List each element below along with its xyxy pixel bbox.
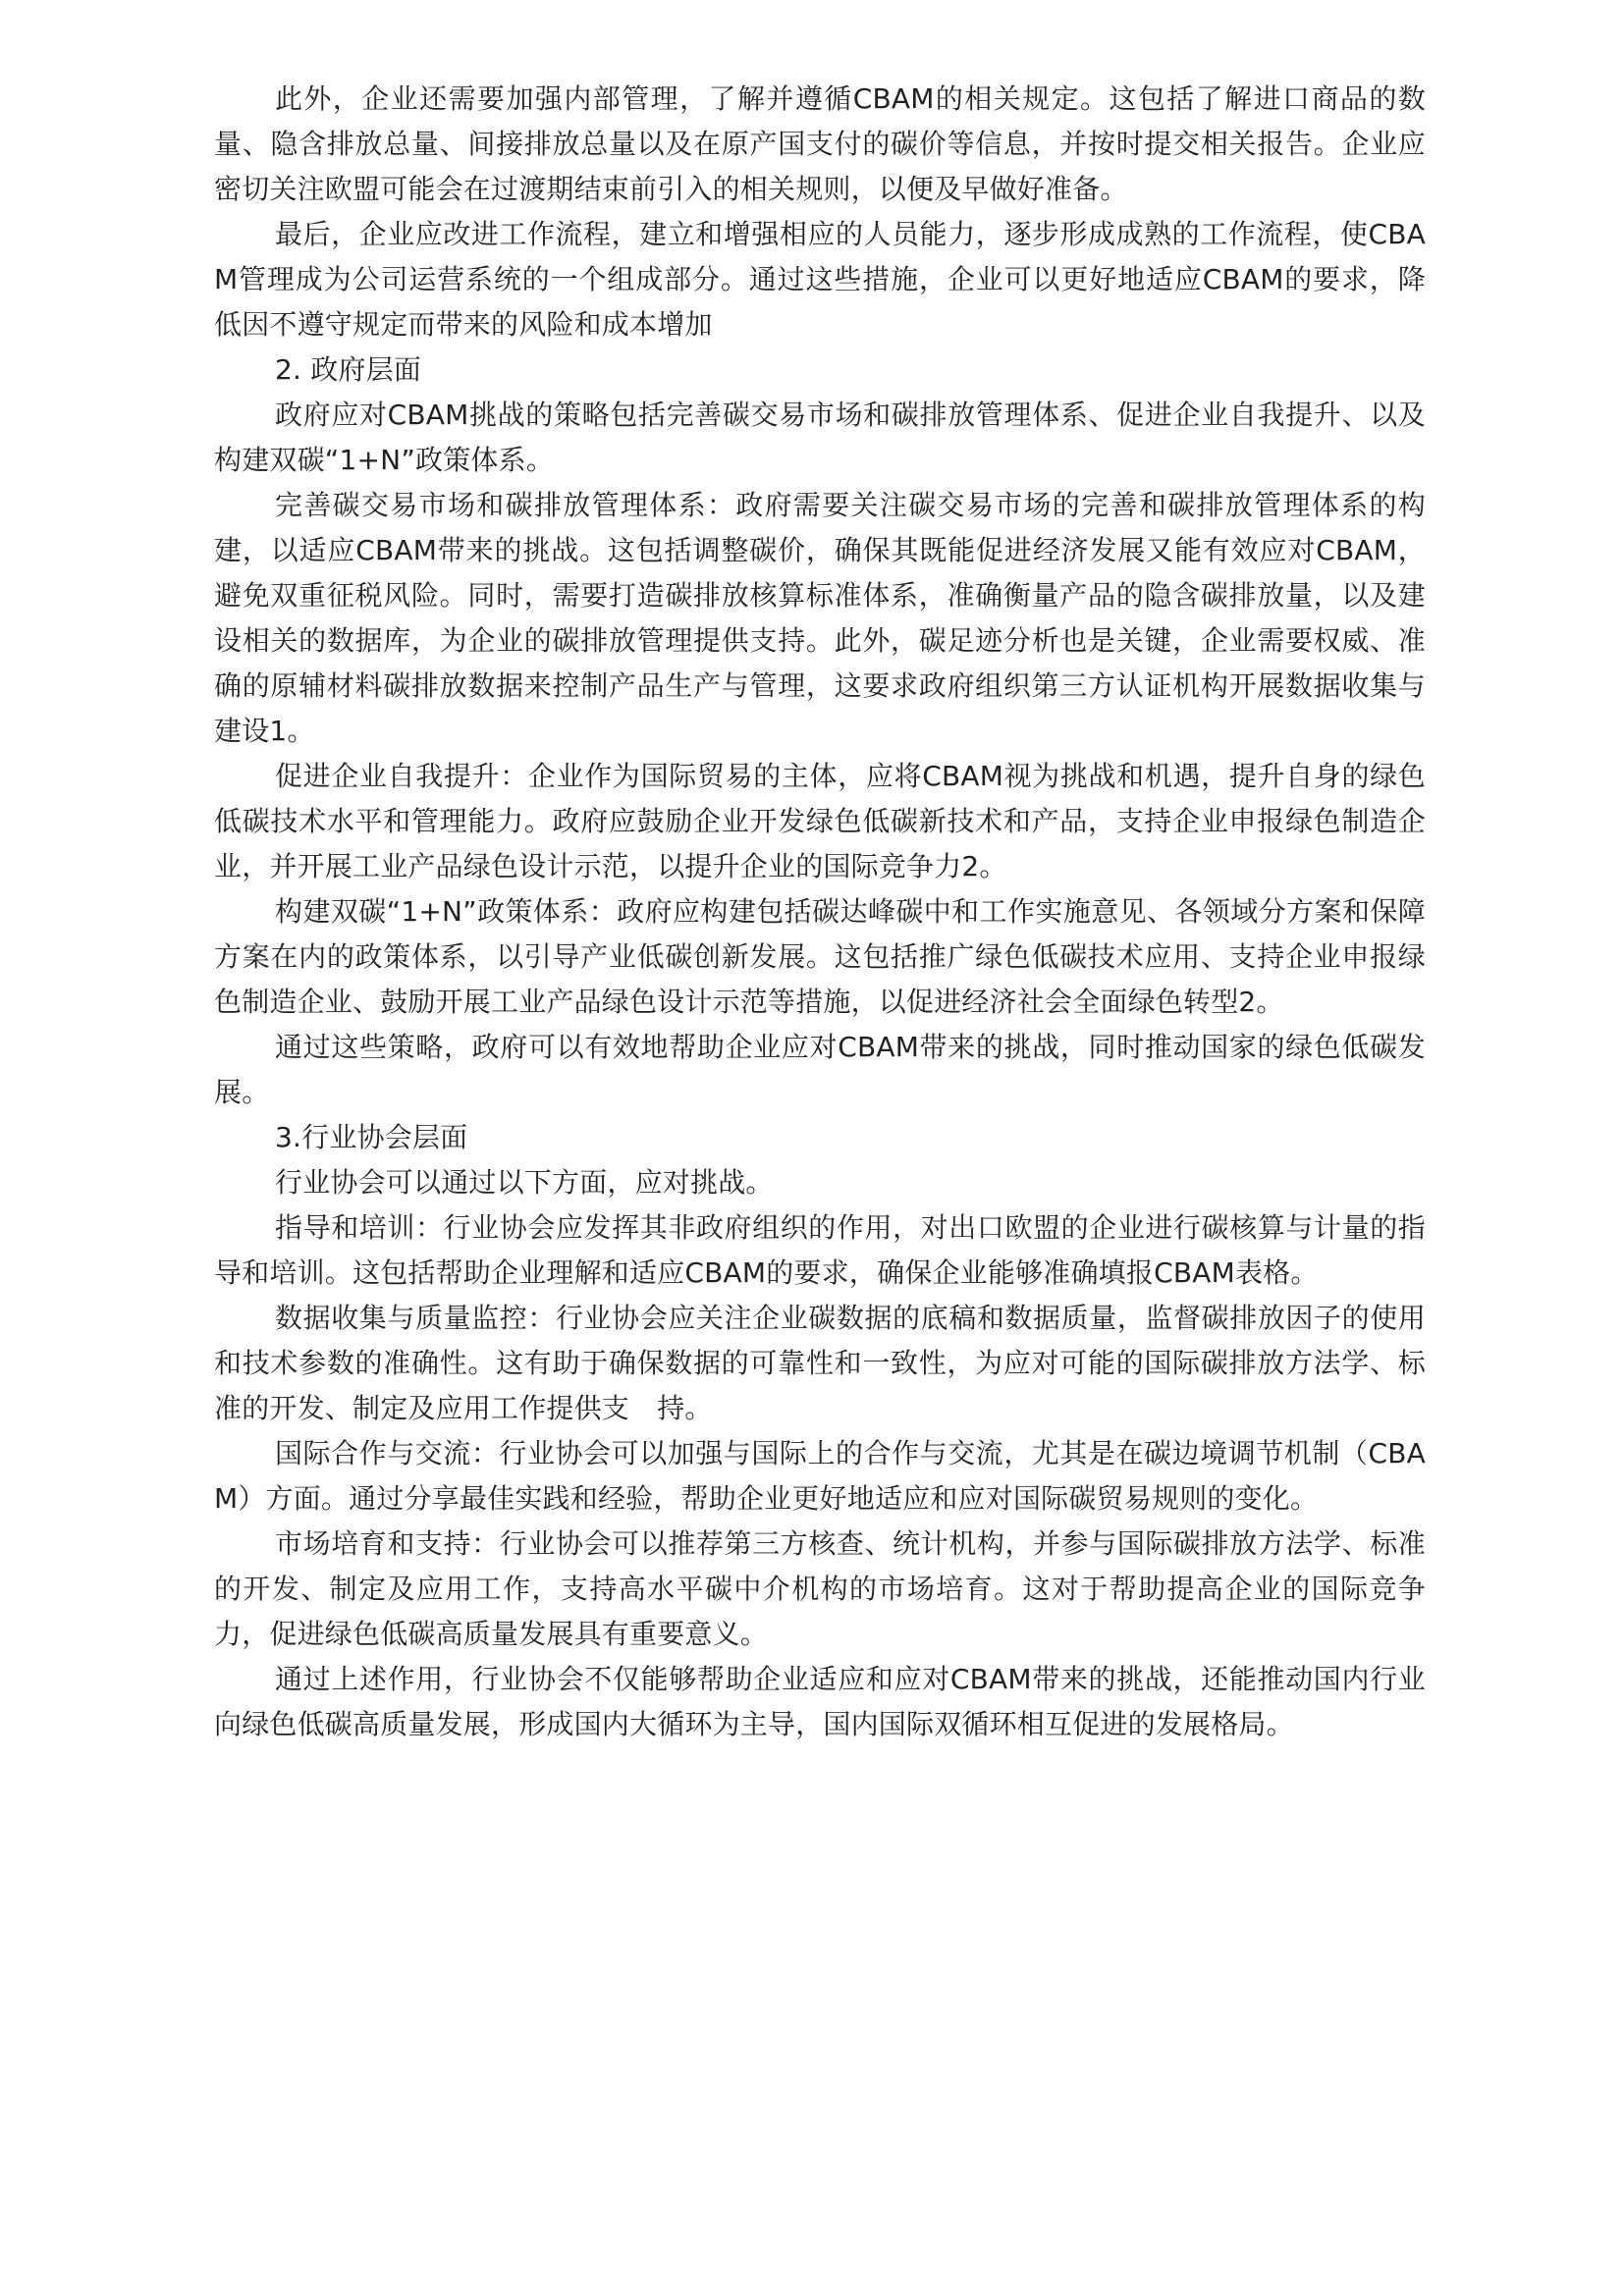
paragraph-guidance-training: 指导和培训：行业协会应发挥其非政府组织的作用，对出口欧盟的企业进行碳核算与计量的指导和培训。这包括帮助企业理解和适应CBAM的要求，确保企业能够准确填报CBAM表格。: [214, 1211, 1426, 1289]
document-body: [214, 77, 1426, 1747]
paragraph-workflow-improvement: 最后，企业应改进工作流程，建立和增强相应的人员能力，逐步形成成熟的工作流程，使CBAM管理成为公司运营系统的一个组成部分。通过这些措施，企业可以更好地适应CBAM的要求，降低因不遵守规定而带来的风险和成本增加: [214, 218, 1426, 341]
paragraph-international-cooperation: 国际合作与交流：行业协会可以加强与国际上的合作与交流，尤其是在碳边境调节机制（CBAM）方面。通过分享最佳实践和经验，帮助企业更好地适应和应对国际碳贸易规则的变化。: [214, 1437, 1426, 1515]
paragraph-government-summary: 通过这些策略，政府可以有效地帮助企业应对CBAM带来的挑战，同时推动国家的绿色低碳发展。: [214, 1031, 1426, 1108]
paragraph-market-cultivation: 市场培育和支持：行业协会可以推荐第三方核查、统计机构，并参与国际碳排放方法学、标准的开发、制定及应用工作，支持高水平碳中介机构的市场培育。这对于帮助提高企业的国际竞争力，促进绿色低碳高质量发展具有重要意义。: [214, 1527, 1426, 1650]
section-heading-industry-association: 3.行业协会层面: [275, 1121, 468, 1153]
paragraph-association-summary: 通过上述作用，行业协会不仅能够帮助企业适应和应对CBAM带来的挑战，还能推动国内行业向绿色低碳高质量发展，形成国内大循环为主导，国内国际双循环相互促进的发展格局。: [214, 1663, 1426, 1740]
paragraph-carbon-market: 完善碳交易市场和碳排放管理体系：政府需要关注碳交易市场的完善和碳排放管理体系的构建，以适应CBAM带来的挑战。这包括调整碳价，确保其既能促进经济发展又能有效应对CBAM，避免双重征税风险。同时，需要打造碳排放核算标准体系，准确衡量产品的隐含碳排放量，以及建设相关的数据库，为企业的碳排放管理提供支持。此外，碳足迹分析也是关键，企业需要权威、准确的原辅材料碳排放数据来控制产品生产与管理，这要求政府组织第三方认证机构开展数据收集与建设1。: [214, 489, 1426, 747]
paragraph-internal-management: 此外，企业还需要加强内部管理，了解并遵循CBAM的相关规定。这包括了解进口商品的数量、隐含排放总量、间接排放总量以及在原产国支付的碳价等信息，并按时提交相关报告。企业应密切关注欧盟可能会在过渡期结束前引入的相关规则，以便及早做好准备。: [214, 82, 1426, 205]
paragraph-data-quality: 数据收集与质量监控：行业协会应关注企业碳数据的底稿和数据质量，监督碳排放因子的使用和技术参数的准确性。这有助于确保数据的可靠性和一致性，为应对可能的国际碳排放方法学、标准的开发、制定及应用工作提供支 持。: [214, 1302, 1426, 1424]
paragraph-government-strategy: 政府应对CBAM挑战的策略包括完善碳交易市场和碳排放管理体系、促进企业自我提升、以及构建双碳“1+N”政策体系。: [214, 399, 1426, 476]
paragraph-policy-system: 构建双碳“1+N”政策体系：政府应构建包括碳达峰碳中和工作实施意见、各领域分方案和保障方案在内的政策体系，以引导产业低碳创新发展。这包括推广绿色低碳技术应用、支持企业申报绿色制造企业、鼓励开展工业产品绿色设计示范等措施，以促进经济社会全面绿色转型2。: [214, 895, 1426, 1018]
paragraph-enterprise-improvement: 促进企业自我提升：企业作为国际贸易的主体，应将CBAM视为挑战和机遇，提升自身的绿色低碳技术水平和管理能力。政府应鼓励企业开发绿色低碳新技术和产品，支持企业申报绿色制造企业，并开展工业产品绿色设计示范，以提升企业的国际竞争力2。: [214, 760, 1426, 882]
section-heading-government: 2. 政府层面: [275, 353, 422, 386]
paragraph-association-intro: 行业协会可以通过以下方面，应对挑战。: [275, 1166, 774, 1199]
